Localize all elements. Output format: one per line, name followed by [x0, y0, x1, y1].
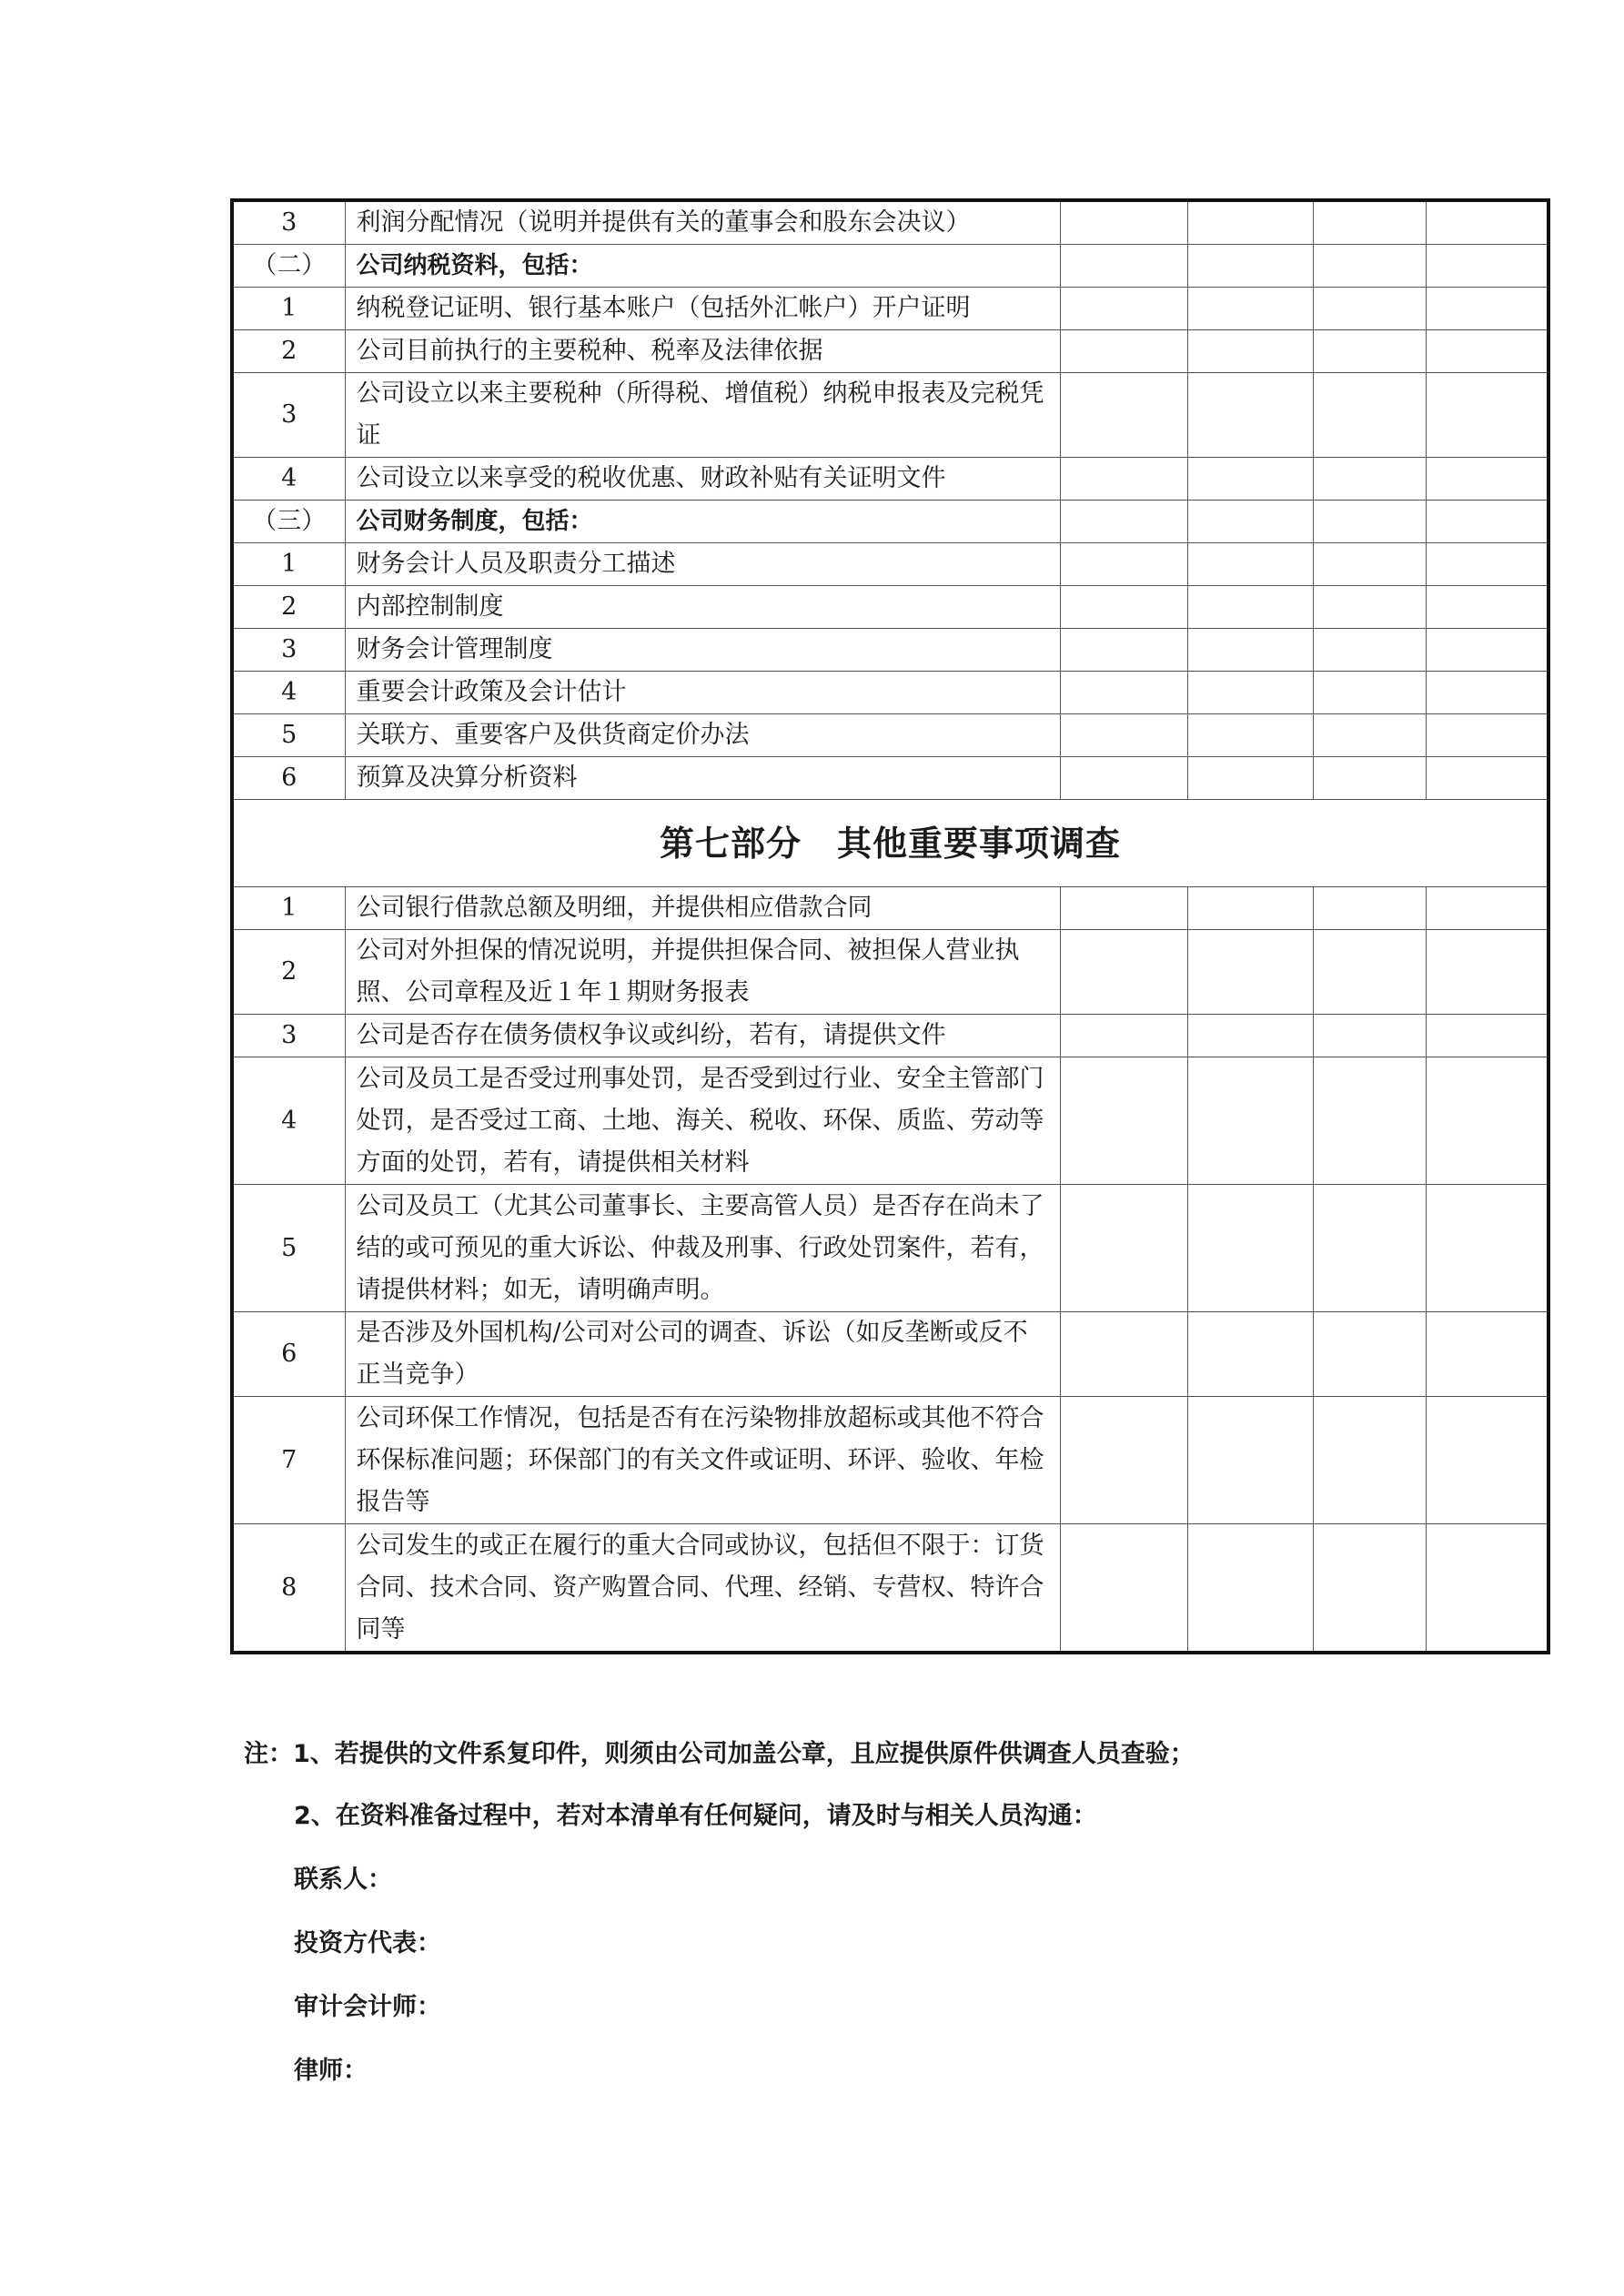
- row-number: 7: [232, 1397, 345, 1524]
- checklist-cell[interactable]: [1060, 930, 1187, 1015]
- checklist-cell[interactable]: [1060, 245, 1187, 288]
- checklist-cell[interactable]: [1313, 330, 1426, 373]
- row-number: 2: [232, 586, 345, 629]
- row-number: （三）: [232, 501, 345, 543]
- checklist-cell[interactable]: [1187, 714, 1313, 757]
- row-description: 财务会计人员及职责分工描述: [345, 543, 1060, 586]
- row-description: 公司是否存在债务债权争议或纠纷，若有，请提供文件: [345, 1015, 1060, 1057]
- row-number: 6: [232, 757, 345, 800]
- row-number: 5: [232, 714, 345, 757]
- table-row: [232, 629, 1548, 672]
- table-row: [232, 672, 1548, 714]
- checklist-cell[interactable]: [1187, 586, 1313, 629]
- table-row: [232, 930, 1548, 1015]
- row-number: 1: [232, 543, 345, 586]
- row-description: 公司环保工作情况，包括是否有在污染物排放超标或其他不符合环保标准问题；环保部门的有关文件或证明、环评、验收、年检报告等: [345, 1397, 1060, 1524]
- checklist-cell[interactable]: [1426, 586, 1548, 629]
- checklist-cell[interactable]: [1060, 887, 1187, 930]
- checklist-cell[interactable]: [1313, 501, 1426, 543]
- checklist-cell[interactable]: [1426, 1185, 1548, 1312]
- row-number: 2: [232, 330, 345, 373]
- row-number: 4: [232, 458, 345, 501]
- checklist-cell[interactable]: [1187, 200, 1313, 245]
- row-description: 纳税登记证明、银行基本账户（包括外汇帐户）开户证明: [345, 288, 1060, 330]
- checklist-cell[interactable]: [1060, 1524, 1187, 1654]
- checklist-cell[interactable]: [1060, 1312, 1187, 1397]
- table-row: [232, 1312, 1548, 1397]
- row-description: 重要会计政策及会计估计: [345, 672, 1060, 714]
- checklist-cell[interactable]: [1060, 1185, 1187, 1312]
- row-number: 8: [232, 1524, 345, 1654]
- row-number: 3: [232, 629, 345, 672]
- checklist-cell[interactable]: [1060, 1015, 1187, 1057]
- checklist-cell[interactable]: [1313, 245, 1426, 288]
- section-heading: 第七部分 其他重要事项调查: [232, 800, 1548, 887]
- checklist-cell[interactable]: [1187, 458, 1313, 501]
- row-number: 4: [232, 1057, 345, 1185]
- checklist-cell[interactable]: [1313, 757, 1426, 800]
- checklist-cell[interactable]: [1060, 288, 1187, 330]
- checklist-cell[interactable]: [1426, 543, 1548, 586]
- row-description: 公司设立以来享受的税收优惠、财政补贴有关证明文件: [345, 458, 1060, 501]
- checklist-cell[interactable]: [1060, 200, 1187, 245]
- checklist-cell[interactable]: [1313, 930, 1426, 1015]
- checklist-cell[interactable]: [1313, 458, 1426, 501]
- table-row: [232, 1185, 1548, 1312]
- checklist-cell[interactable]: [1426, 200, 1548, 245]
- investor-label: 投资方代表：: [294, 1929, 441, 1957]
- checklist-cell[interactable]: [1313, 1312, 1426, 1397]
- checklist-cell[interactable]: [1187, 288, 1313, 330]
- checklist-cell[interactable]: [1313, 1397, 1426, 1524]
- row-description: 利润分配情况（说明并提供有关的董事会和股东会决议）: [345, 200, 1060, 245]
- section-row: [232, 245, 1548, 288]
- table-row: [232, 1397, 1548, 1524]
- table-row: [232, 1015, 1548, 1057]
- checklist-cell[interactable]: [1187, 245, 1313, 288]
- section-title: 公司纳税资料，包括：: [345, 245, 1060, 288]
- checklist-cell[interactable]: [1187, 629, 1313, 672]
- table-row: [232, 1524, 1548, 1654]
- checklist-cell[interactable]: [1187, 501, 1313, 543]
- checklist-cell[interactable]: [1426, 1312, 1548, 1397]
- checklist-cell[interactable]: [1187, 543, 1313, 586]
- auditor-label: 审计会计师：: [294, 1993, 441, 2021]
- table-body-top: [232, 200, 1548, 800]
- row-number: 1: [232, 887, 345, 930]
- checklist-cell[interactable]: [1187, 672, 1313, 714]
- checklist-cell[interactable]: [1060, 672, 1187, 714]
- checklist-cell[interactable]: [1060, 373, 1187, 458]
- checklist-cell[interactable]: [1187, 1185, 1313, 1312]
- table-row: [232, 887, 1548, 930]
- checklist-cell[interactable]: [1187, 1015, 1313, 1057]
- row-description: 公司银行借款总额及明细，并提供相应借款合同: [345, 887, 1060, 930]
- row-number: 5: [232, 1185, 345, 1312]
- checklist-cell[interactable]: [1060, 1397, 1187, 1524]
- table-row: [232, 458, 1548, 501]
- row-number: 1: [232, 288, 345, 330]
- checklist-cell[interactable]: [1060, 1057, 1187, 1185]
- row-description: 公司对外担保的情况说明，并提供担保合同、被担保人营业执照、公司章程及近１年１期财务报表: [345, 930, 1060, 1015]
- checklist-cell[interactable]: [1426, 1057, 1548, 1185]
- table-body-bottom: [232, 887, 1548, 1654]
- section-row: [232, 501, 1548, 543]
- table-row: [232, 330, 1548, 373]
- checklist-cell[interactable]: [1060, 629, 1187, 672]
- checklist-cell[interactable]: [1313, 1185, 1426, 1312]
- section-heading-body: [232, 800, 1548, 887]
- row-description: 预算及决算分析资料: [345, 757, 1060, 800]
- table-row: [232, 200, 1548, 245]
- checklist-cell[interactable]: [1187, 1397, 1313, 1524]
- checklist-cell[interactable]: [1313, 1015, 1426, 1057]
- checklist-cell[interactable]: [1426, 1524, 1548, 1654]
- checklist-cell[interactable]: [1187, 1312, 1313, 1397]
- checklist-cell[interactable]: [1426, 672, 1548, 714]
- table-row: [232, 543, 1548, 586]
- checklist-cell[interactable]: [1313, 373, 1426, 458]
- checklist-cell[interactable]: [1313, 887, 1426, 930]
- note-2: 2、在资料准备过程中，若对本清单有任何疑问，请及时与相关人员沟通：: [294, 1802, 1097, 1830]
- row-description: 公司及员工是否受过刑事处罚，是否受到过行业、安全主管部门处罚，是否受过工商、土地、海关、税收、环保、质监、劳动等方面的处罚，若有，请提供相关材料: [345, 1057, 1060, 1185]
- lawyer-label: 律师：: [294, 2057, 368, 2085]
- checklist-cell[interactable]: [1426, 714, 1548, 757]
- checklist-cell[interactable]: [1187, 1057, 1313, 1185]
- section-heading-row: [232, 800, 1548, 887]
- checklist-cell[interactable]: [1187, 330, 1313, 373]
- row-number: 3: [232, 373, 345, 458]
- checklist-cell[interactable]: [1426, 887, 1548, 930]
- checklist-cell[interactable]: [1060, 714, 1187, 757]
- table-row: [232, 586, 1548, 629]
- row-number: 6: [232, 1312, 345, 1397]
- checklist-cell[interactable]: [1060, 757, 1187, 800]
- row-description: 公司目前执行的主要税种、税率及法律依据: [345, 330, 1060, 373]
- row-description: 公司及员工（尤其公司董事长、主要高管人员）是否存在尚未了结的或可预见的重大诉讼、仲裁及刑事、行政处罚案件，若有，请提供材料；如无，请明确声明。: [345, 1185, 1060, 1312]
- checklist-cell[interactable]: [1060, 458, 1187, 501]
- checklist-cell[interactable]: [1313, 586, 1426, 629]
- checklist-cell[interactable]: [1426, 373, 1548, 458]
- row-description: 关联方、重要客户及供货商定价办法: [345, 714, 1060, 757]
- row-number: （二）: [232, 245, 345, 288]
- checklist-cell[interactable]: [1426, 757, 1548, 800]
- checklist-cell[interactable]: [1313, 629, 1426, 672]
- checklist-cell[interactable]: [1313, 672, 1426, 714]
- row-description: 财务会计管理制度: [345, 629, 1060, 672]
- row-number: 3: [232, 1015, 345, 1057]
- table-row: [232, 714, 1548, 757]
- checklist-cell[interactable]: [1426, 1397, 1548, 1524]
- checklist-cell[interactable]: [1426, 245, 1548, 288]
- row-description: 是否涉及外国机构/公司对公司的调查、诉讼（如反垄断或反不正当竞争）: [345, 1312, 1060, 1397]
- note-1: 注：1、若提供的文件系复印件，则须由公司加盖公章，且应提供原件供调查人员查验；: [244, 1740, 1195, 1768]
- row-description: 公司发生的或正在履行的重大合同或协议，包括但不限于：订货合同、技术合同、资产购置合同、代理、经销、专营权、特许合同等: [345, 1524, 1060, 1654]
- checklist-cell[interactable]: [1060, 501, 1187, 543]
- checklist-table: [230, 198, 1550, 1654]
- checklist-cell[interactable]: [1060, 543, 1187, 586]
- checklist-cell[interactable]: [1187, 757, 1313, 800]
- checklist-cell[interactable]: [1313, 200, 1426, 245]
- row-number: 2: [232, 930, 345, 1015]
- checklist-cell[interactable]: [1060, 330, 1187, 373]
- checklist-cell[interactable]: [1313, 714, 1426, 757]
- table-row: [232, 1057, 1548, 1185]
- checklist-cell[interactable]: [1426, 930, 1548, 1015]
- table-row: [232, 757, 1548, 800]
- checklist-cell[interactable]: [1426, 501, 1548, 543]
- checklist-cell[interactable]: [1313, 1524, 1426, 1654]
- row-description: 公司设立以来主要税种（所得税、增值税）纳税申报表及完税凭证: [345, 373, 1060, 458]
- checklist-cell[interactable]: [1313, 543, 1426, 586]
- row-number: 3: [232, 200, 345, 245]
- checklist-cell[interactable]: [1426, 629, 1548, 672]
- checklist-cell[interactable]: [1187, 373, 1313, 458]
- row-number: 4: [232, 672, 345, 714]
- section-title: 公司财务制度，包括：: [345, 501, 1060, 543]
- checklist-cell[interactable]: [1187, 930, 1313, 1015]
- checklist-cell[interactable]: [1426, 330, 1548, 373]
- checklist-cell[interactable]: [1313, 1057, 1426, 1185]
- contact-label: 联系人：: [294, 1866, 392, 1894]
- checklist-cell[interactable]: [1060, 586, 1187, 629]
- checklist-cell[interactable]: [1187, 1524, 1313, 1654]
- table-row: [232, 373, 1548, 458]
- checklist-cell[interactable]: [1426, 1015, 1548, 1057]
- checklist-cell[interactable]: [1426, 458, 1548, 501]
- row-description: 内部控制制度: [345, 586, 1060, 629]
- checklist-cell[interactable]: [1313, 288, 1426, 330]
- checklist-cell[interactable]: [1187, 887, 1313, 930]
- checklist-cell[interactable]: [1426, 288, 1548, 330]
- table-row: [232, 288, 1548, 330]
